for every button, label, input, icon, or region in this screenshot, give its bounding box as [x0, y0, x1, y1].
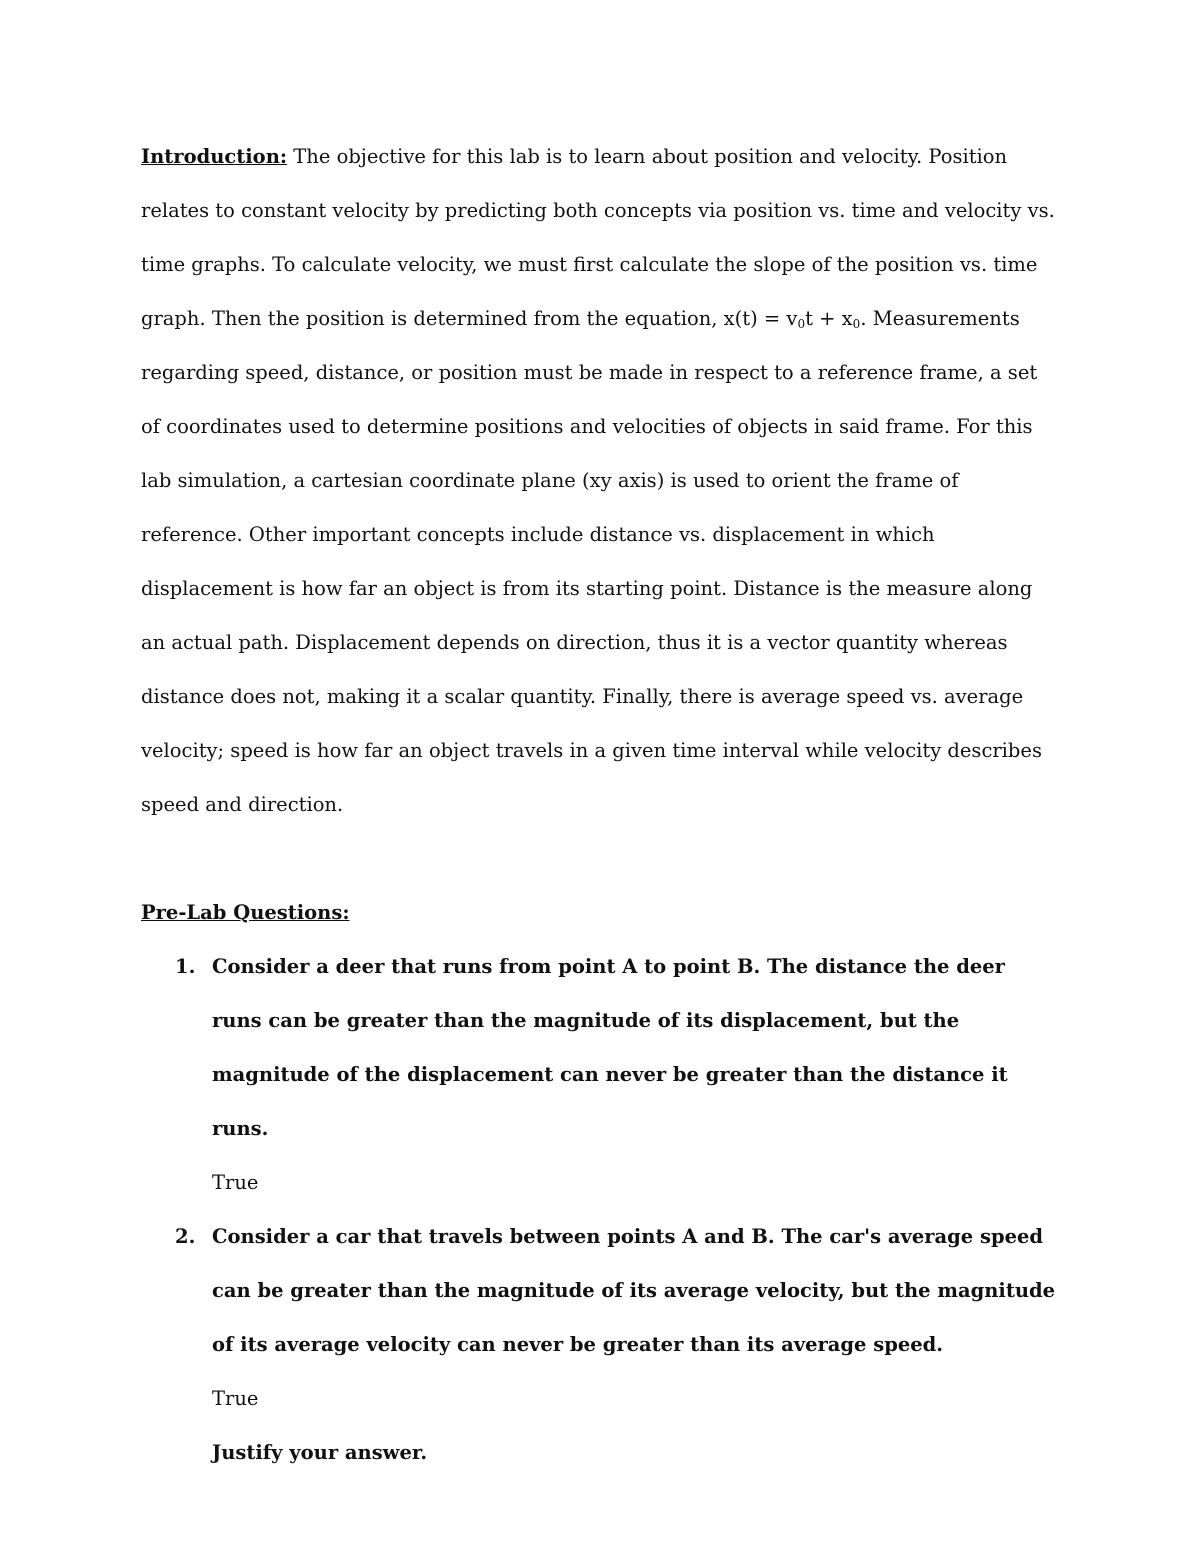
document-body: [141, 130, 1061, 1480]
prelab-question-list: [141, 940, 1061, 1480]
subscript-v0: 0: [797, 317, 806, 331]
question-1-answer: True: [212, 1171, 259, 1194]
introduction-text-part3: . Measurements regarding speed, distance, or position must be made in respect to a reference frame, a set of coordinates used to determine positions and velocities of objects in said frame. For this lab simulation, a cartesian coordinate plane (xy axis) is used to orient the frame of reference. Other important concepts include distance vs. displacement in which displacement is how far an object is from its starting point. Distance is the measure along an actual path. Displacement depends on direction, thus it is a vector quantity whereas distance does not, making it a scalar quantity. Finally, there is average speed vs. average velocity; speed is how far an object travels in a given time interval while velocity describes speed and direction.: [141, 307, 1042, 816]
question-2-justify-prompt: Justify your answer.: [212, 1441, 428, 1464]
introduction-text-part2: t + x: [805, 307, 853, 330]
question-2-number: 2.: [175, 1225, 196, 1248]
question-1-number: 1.: [175, 955, 196, 978]
question-2-text: Consider a car that travels between points A and B. The car's average speed can be greater than the magnitude of its average velocity, but the magnitude of its average velocity can never be greater than its average speed.: [212, 1225, 1056, 1356]
subscript-x0: 0: [852, 317, 861, 331]
question-1: [141, 940, 1061, 1210]
introduction-paragraph: [141, 130, 1061, 832]
introduction-heading: Introduction:: [141, 145, 288, 168]
question-1-text: Consider a deer that runs from point A to point B. The distance the deer runs can be greater than the magnitude of its displacement, but the magnitude of the displacement can never be greater than the distance it runs.: [212, 955, 1008, 1140]
question-2-answer: True: [212, 1387, 259, 1410]
prelab-heading: Pre-Lab Questions:: [141, 901, 350, 924]
question-2: [141, 1210, 1061, 1480]
introduction-text-part1: The objective for this lab is to learn about position and velocity. Position relates to constant velocity by predicting both concepts via position vs. time and velocity vs. time graphs. To calculate velocity, we must first calculate the slope of the position vs. time graph. Then the position is determined from the equation, x(t) = v: [141, 145, 1055, 330]
